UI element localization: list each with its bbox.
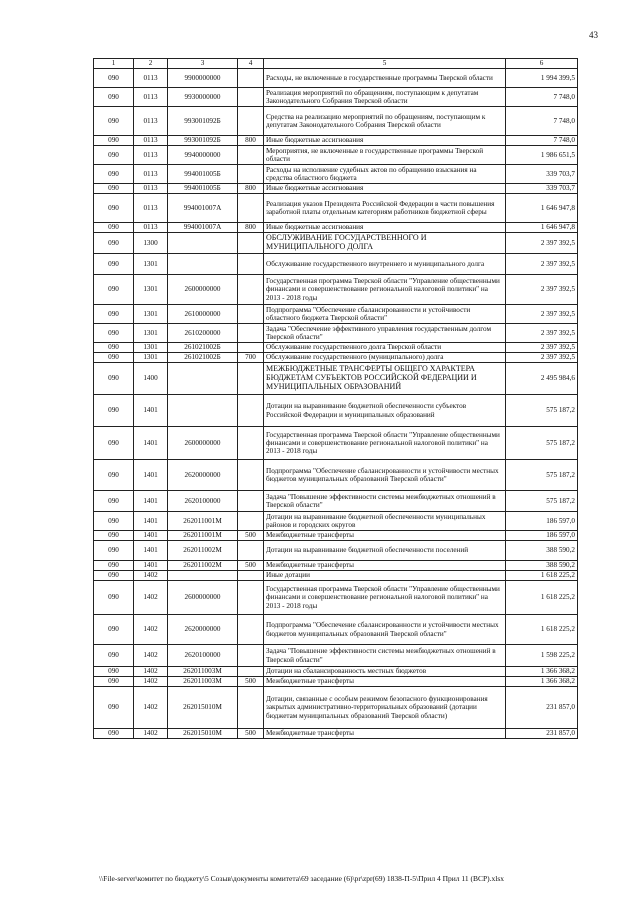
table-cell-c6: 339 703,7 xyxy=(506,184,578,194)
table-row xyxy=(94,353,578,363)
table-cell-c1: 090 xyxy=(94,353,134,363)
table-cell-c1: 090 xyxy=(94,305,134,324)
table-cell-c3: 994001005Б xyxy=(168,165,238,184)
table-cell-c2: 0113 xyxy=(134,136,168,146)
table-cell-c4 xyxy=(238,571,264,581)
table-cell-c2: 1401 xyxy=(134,491,168,512)
table-cell-c1: 090 xyxy=(94,541,134,561)
column-header: 6 xyxy=(506,59,578,69)
table-cell-c4 xyxy=(238,541,264,561)
table-cell-c6: 2 397 392,5 xyxy=(506,254,578,275)
table-cell-c4 xyxy=(238,305,264,324)
table-cell-c3: 9940000000 xyxy=(168,146,238,165)
table-cell-c6: 2 397 392,5 xyxy=(506,324,578,343)
table-cell-c4 xyxy=(238,165,264,184)
table-cell-c4 xyxy=(238,645,264,667)
table-cell-c5: Подпрограмма "Обеспечение сбалансированности и устойчивости местных бюджетов муниципальных образований Тверской области" xyxy=(264,460,506,491)
table-cell-c4: 500 xyxy=(238,531,264,541)
table-cell-c6: 1 646 947,8 xyxy=(506,223,578,233)
file-path-footer: \\File-server\комитет по бюджету\5 Созыв\документы комитета\69 заседание (6)\pr\zpr(69) 1838-П-5\Прил 4 Прил 11 (ВСР).xlsx xyxy=(99,874,505,883)
table-row xyxy=(94,541,578,561)
table-cell-c5: Подпрограмма "Обеспечение сбалансированности и устойчивости местных бюджетов муниципальных образований Тверской области" xyxy=(264,615,506,645)
table-cell-c3: 262011001М xyxy=(168,512,238,531)
table-cell-c4 xyxy=(238,275,264,305)
table-cell-c3: 262015010М xyxy=(168,729,238,739)
table-cell-c2: 1401 xyxy=(134,512,168,531)
table-cell-c4: 500 xyxy=(238,729,264,739)
table-cell-c3: 2610200000 xyxy=(168,324,238,343)
table-cell-c5: Дотации на выравнивание бюджетной обеспеченности поселений xyxy=(264,541,506,561)
table-cell-c5: Средства на реализацию мероприятий по обращениям, поступающим к депутатам Законодательного Собрания Тверской области xyxy=(264,107,506,136)
table-cell-c3: 2600000000 xyxy=(168,275,238,305)
table-row xyxy=(94,136,578,146)
table-row xyxy=(94,275,578,305)
table-cell-c1: 090 xyxy=(94,254,134,275)
table-cell-c5: Дотации на выравнивание бюджетной обеспеченности субъектов Российской Федерации и муниципальных образований xyxy=(264,395,506,427)
table-cell-c3 xyxy=(168,363,238,395)
table-cell-c3: 262011003М xyxy=(168,677,238,687)
table-cell-c2: 1402 xyxy=(134,615,168,645)
table-cell-c5: Реализация мероприятий по обращениям, поступающим к депутатам Законодательного Собрания Тверской области xyxy=(264,88,506,107)
table-cell-c1: 090 xyxy=(94,427,134,460)
table-cell-c3 xyxy=(168,571,238,581)
table-cell-c1: 090 xyxy=(94,581,134,615)
table-cell-c5: Государственная программа Тверской области "Управление общественными финансами и совершенствование региональной налоговой политики" на 2013 - 2018 годы xyxy=(264,427,506,460)
table-cell-c6: 388 590,2 xyxy=(506,541,578,561)
table-cell-c2: 1402 xyxy=(134,581,168,615)
table-cell-c6: 1 618 225,2 xyxy=(506,581,578,615)
table-cell-c6: 1 618 225,2 xyxy=(506,571,578,581)
table-cell-c6: 2 397 392,5 xyxy=(506,275,578,305)
table-cell-c3: 2620100000 xyxy=(168,491,238,512)
table-row xyxy=(94,107,578,136)
table-cell-c3: 2620100000 xyxy=(168,645,238,667)
table-row xyxy=(94,531,578,541)
table-cell-c2: 1401 xyxy=(134,427,168,460)
table-cell-c3: 993001092Б xyxy=(168,107,238,136)
table-cell-c3: 994001005Б xyxy=(168,184,238,194)
table-cell-c6: 575 187,2 xyxy=(506,427,578,460)
table-row xyxy=(94,305,578,324)
table-cell-c2: 0113 xyxy=(134,69,168,88)
table-cell-c3: 262011003М xyxy=(168,667,238,677)
table-row xyxy=(94,571,578,581)
table-cell-c6: 2 495 984,6 xyxy=(506,363,578,395)
table-cell-c1: 090 xyxy=(94,275,134,305)
table-cell-c4 xyxy=(238,146,264,165)
table-row xyxy=(94,165,578,184)
table-cell-c6: 1 598 225,2 xyxy=(506,645,578,667)
table-cell-c2: 1401 xyxy=(134,561,168,571)
table-cell-c2: 1301 xyxy=(134,305,168,324)
table-row xyxy=(94,427,578,460)
table-cell-c6: 2 397 392,5 xyxy=(506,353,578,363)
table-cell-c6: 388 590,2 xyxy=(506,561,578,571)
table-cell-c6: 2 397 392,5 xyxy=(506,305,578,324)
table-cell-c4: 700 xyxy=(238,353,264,363)
table-cell-c5: Межбюджетные трансферты xyxy=(264,561,506,571)
table-row xyxy=(94,581,578,615)
table-cell-c1: 090 xyxy=(94,363,134,395)
table-cell-c2: 0113 xyxy=(134,146,168,165)
table-row xyxy=(94,491,578,512)
column-header: 5 xyxy=(264,59,506,69)
table-cell-c1: 090 xyxy=(94,165,134,184)
table-cell-c5: Иные бюджетные ассигнования xyxy=(264,136,506,146)
table-body xyxy=(94,69,578,739)
table-row xyxy=(94,343,578,353)
table-cell-c1: 090 xyxy=(94,615,134,645)
table-cell-c2: 0113 xyxy=(134,194,168,223)
table-cell-c1: 090 xyxy=(94,395,134,427)
table-cell-c1: 090 xyxy=(94,146,134,165)
table-row xyxy=(94,324,578,343)
table-cell-c6: 231 857,0 xyxy=(506,729,578,739)
table-cell-c5: Межбюджетные трансферты xyxy=(264,677,506,687)
table-cell-c1: 090 xyxy=(94,88,134,107)
table-cell-c2: 1301 xyxy=(134,324,168,343)
table-cell-c3: 994001007А xyxy=(168,223,238,233)
table-cell-c5: Иные бюджетные ассигнования xyxy=(264,223,506,233)
table-cell-c3: 2610000000 xyxy=(168,305,238,324)
table-row xyxy=(94,677,578,687)
column-header: 3 xyxy=(168,59,238,69)
table-cell-c3: 262011001М xyxy=(168,531,238,541)
table-cell-c6: 186 597,0 xyxy=(506,512,578,531)
table-cell-c1: 090 xyxy=(94,571,134,581)
table-header-row xyxy=(94,59,578,69)
column-header: 2 xyxy=(134,59,168,69)
table-cell-c1: 090 xyxy=(94,645,134,667)
table-row xyxy=(94,395,578,427)
table-cell-c4 xyxy=(238,512,264,531)
table-cell-c5: Государственная программа Тверской области "Управление общественными финансами и совершенствование региональной налоговой политики" на 2013 - 2018 годы xyxy=(264,275,506,305)
table-cell-c3: 993001092Б xyxy=(168,136,238,146)
table-cell-c2: 1301 xyxy=(134,343,168,353)
table-cell-c1: 090 xyxy=(94,136,134,146)
table-row xyxy=(94,645,578,667)
table-cell-c5: Задача "Повышение эффективности системы межбюджетных отношений в Тверской области" xyxy=(264,645,506,667)
table-cell-c5: Межбюджетные трансферты xyxy=(264,729,506,739)
table-cell-c3: 9900000000 xyxy=(168,69,238,88)
table-cell-c6: 231 857,0 xyxy=(506,687,578,729)
table-cell-c1: 090 xyxy=(94,677,134,687)
table-cell-c1: 090 xyxy=(94,460,134,491)
table-cell-c3 xyxy=(168,395,238,427)
table-row xyxy=(94,363,578,395)
table-cell-c2: 1401 xyxy=(134,395,168,427)
table-cell-c2: 0113 xyxy=(134,88,168,107)
table-cell-c4: 500 xyxy=(238,677,264,687)
table-cell-c2: 1402 xyxy=(134,687,168,729)
table-cell-c2: 1301 xyxy=(134,254,168,275)
table-cell-c1: 090 xyxy=(94,223,134,233)
table-cell-c3 xyxy=(168,254,238,275)
table-cell-c1: 090 xyxy=(94,184,134,194)
table-cell-c6: 1 994 399,5 xyxy=(506,69,578,88)
table-cell-c5: Обслуживание государственного долга Тверской области xyxy=(264,343,506,353)
table-cell-c2: 1402 xyxy=(134,729,168,739)
table-cell-c6: 575 187,2 xyxy=(506,395,578,427)
table-cell-c2: 1402 xyxy=(134,645,168,667)
table-row xyxy=(94,561,578,571)
table-cell-c4 xyxy=(238,194,264,223)
table-cell-c2: 1300 xyxy=(134,233,168,254)
table-cell-c6: 7 748,0 xyxy=(506,107,578,136)
table-cell-c4 xyxy=(238,107,264,136)
table-row xyxy=(94,729,578,739)
table-cell-c4 xyxy=(238,687,264,729)
table-cell-c2: 1401 xyxy=(134,531,168,541)
table-cell-c4 xyxy=(238,343,264,353)
table-cell-c3 xyxy=(168,233,238,254)
table-cell-c4 xyxy=(238,667,264,677)
table-cell-c1: 090 xyxy=(94,343,134,353)
table-cell-c2: 0113 xyxy=(134,184,168,194)
table-cell-c2: 1401 xyxy=(134,541,168,561)
table-cell-c3: 2620000000 xyxy=(168,615,238,645)
table-cell-c2: 1400 xyxy=(134,363,168,395)
table-cell-c6: 7 748,0 xyxy=(506,136,578,146)
table-cell-c5: Дотации на сбалансированность местных бюджетов xyxy=(264,667,506,677)
table-cell-c1: 090 xyxy=(94,531,134,541)
table-cell-c2: 1401 xyxy=(134,460,168,491)
table-cell-c4: 500 xyxy=(238,561,264,571)
table-cell-c2: 1301 xyxy=(134,353,168,363)
table-cell-c1: 090 xyxy=(94,194,134,223)
table-cell-c4 xyxy=(238,363,264,395)
table-cell-c1: 090 xyxy=(94,687,134,729)
table-row xyxy=(94,88,578,107)
table-cell-c6: 339 703,7 xyxy=(506,165,578,184)
table-cell-c2: 0113 xyxy=(134,223,168,233)
table-cell-c6: 186 597,0 xyxy=(506,531,578,541)
table-cell-c5: ОБСЛУЖИВАНИЕ ГОСУДАРСТВЕННОГО И МУНИЦИПАЛЬНОГО ДОЛГА xyxy=(264,233,506,254)
table-cell-c5: Задача "Обеспечение эффективного управления государственным долгом Тверской области" xyxy=(264,324,506,343)
table-row xyxy=(94,223,578,233)
table-cell-c5: Обслуживание государственного внутреннего и муниципального долга xyxy=(264,254,506,275)
table-cell-c2: 1402 xyxy=(134,677,168,687)
table-cell-c6: 1 618 225,2 xyxy=(506,615,578,645)
table-cell-c2: 1402 xyxy=(134,667,168,677)
table-cell-c6: 575 187,2 xyxy=(506,491,578,512)
table-cell-c5: Дотации на выравнивание бюджетной обеспеченности муниципальных районов и городских округов xyxy=(264,512,506,531)
table-cell-c1: 090 xyxy=(94,667,134,677)
table-cell-c5: Межбюджетные трансферты xyxy=(264,531,506,541)
table-cell-c3: 262011002М xyxy=(168,561,238,571)
table-cell-c6: 1 646 947,8 xyxy=(506,194,578,223)
table-cell-c5: Мероприятия, не включенные в государственные программы Тверской области xyxy=(264,146,506,165)
table-cell-c4: 800 xyxy=(238,184,264,194)
table-cell-c3: 261021002Б xyxy=(168,353,238,363)
page-number: 43 xyxy=(589,30,598,40)
table-cell-c4 xyxy=(238,395,264,427)
table-row xyxy=(94,254,578,275)
table-cell-c2: 0113 xyxy=(134,107,168,136)
table-cell-c3: 262011002М xyxy=(168,541,238,561)
table-cell-c1: 090 xyxy=(94,729,134,739)
column-header: 1 xyxy=(94,59,134,69)
table-cell-c3: 2600000000 xyxy=(168,581,238,615)
table-cell-c1: 090 xyxy=(94,107,134,136)
table-cell-c5: Иные дотации xyxy=(264,571,506,581)
table-cell-c1: 090 xyxy=(94,561,134,571)
table-row xyxy=(94,460,578,491)
table-cell-c1: 090 xyxy=(94,69,134,88)
table-cell-c1: 090 xyxy=(94,512,134,531)
table-cell-c2: 0113 xyxy=(134,165,168,184)
table-cell-c4 xyxy=(238,460,264,491)
table-cell-c3: 9930000000 xyxy=(168,88,238,107)
table-row xyxy=(94,146,578,165)
table-cell-c3: 261021002Б xyxy=(168,343,238,353)
table-cell-c6: 2 397 392,5 xyxy=(506,343,578,353)
column-header: 4 xyxy=(238,59,264,69)
table-row xyxy=(94,184,578,194)
table-cell-c5: Реализация указов Президента Российской Федерации в части повышения заработной платы отдельным категориям работников бюджетной сферы xyxy=(264,194,506,223)
table-cell-c3: 2620000000 xyxy=(168,460,238,491)
table-row xyxy=(94,194,578,223)
table-cell-c3: 994001007А xyxy=(168,194,238,223)
table-cell-c4 xyxy=(238,88,264,107)
table-cell-c4: 800 xyxy=(238,136,264,146)
table-cell-c4: 800 xyxy=(238,223,264,233)
table-cell-c6: 2 397 392,5 xyxy=(506,233,578,254)
table-cell-c5: Дотации, связанные с особым режимом безопасного функционирования закрытых административно-территориальных образований (дотации бюджетам муниципальных образований Тверской области) xyxy=(264,687,506,729)
table-cell-c3: 2600000000 xyxy=(168,427,238,460)
table-cell-c5: МЕЖБЮДЖЕТНЫЕ ТРАНСФЕРТЫ ОБЩЕГО ХАРАКТЕРА БЮДЖЕТАМ СУБЪЕКТОВ РОССИЙСКОЙ ФЕДЕРАЦИИ И МУНИЦИПАЛЬНЫХ ОБРАЗОВАНИЙ xyxy=(264,363,506,395)
table-cell-c5: Задача "Повышение эффективности системы межбюджетных отношений в Тверской области" xyxy=(264,491,506,512)
table-cell-c6: 575 187,2 xyxy=(506,460,578,491)
table-cell-c1: 090 xyxy=(94,491,134,512)
table-cell-c6: 1 366 368,2 xyxy=(506,677,578,687)
table-cell-c4 xyxy=(238,427,264,460)
table-row xyxy=(94,69,578,88)
table-cell-c4 xyxy=(238,581,264,615)
table-cell-c1: 090 xyxy=(94,233,134,254)
table-cell-c5: Государственная программа Тверской области "Управление общественными финансами и совершенствование региональной налоговой политики" на 2013 - 2018 годы xyxy=(264,581,506,615)
table-cell-c4 xyxy=(238,324,264,343)
table-cell-c1: 090 xyxy=(94,324,134,343)
table-cell-c2: 1402 xyxy=(134,571,168,581)
table-cell-c5: Подпрограмма "Обеспечение сбалансированности и устойчивости областного бюджета Тверской области" xyxy=(264,305,506,324)
budget-table xyxy=(93,58,578,739)
table-row xyxy=(94,687,578,729)
table-row xyxy=(94,233,578,254)
table-cell-c4 xyxy=(238,254,264,275)
table-cell-c6: 7 748,0 xyxy=(506,88,578,107)
table-cell-c2: 1301 xyxy=(134,275,168,305)
table-row xyxy=(94,615,578,645)
table-row xyxy=(94,667,578,677)
table-cell-c6: 1 986 651,5 xyxy=(506,146,578,165)
table-cell-c5: Обслуживание государственного (муниципального) долга xyxy=(264,353,506,363)
table-cell-c5: Расходы, не включенные в государственные программы Тверской области xyxy=(264,69,506,88)
table-cell-c5: Иные бюджетные ассигнования xyxy=(264,184,506,194)
table-cell-c4 xyxy=(238,491,264,512)
table-cell-c4 xyxy=(238,615,264,645)
table-cell-c6: 1 366 368,2 xyxy=(506,667,578,677)
table-cell-c3: 262015010М xyxy=(168,687,238,729)
table-cell-c5: Расходы на исполнение судебных актов по обращению взыскания на средства областного бюджета xyxy=(264,165,506,184)
table-cell-c4 xyxy=(238,69,264,88)
table-row xyxy=(94,512,578,531)
table-cell-c4 xyxy=(238,233,264,254)
